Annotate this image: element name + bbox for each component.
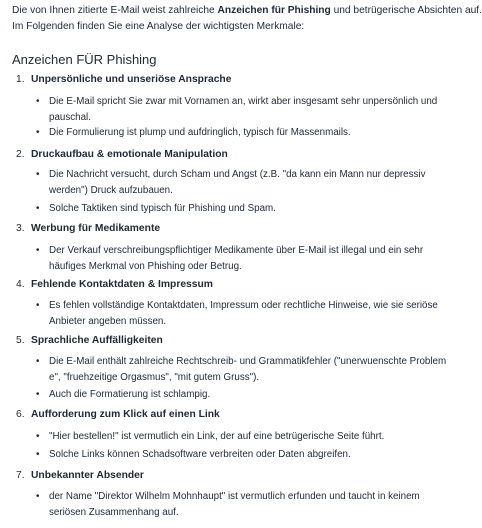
bullet-item xyxy=(36,94,456,126)
bullet-item xyxy=(36,354,456,386)
bullet-item xyxy=(36,447,456,463)
bullet-item xyxy=(36,125,456,141)
bullet-dot: • xyxy=(36,96,40,107)
bullet-item xyxy=(36,243,456,275)
bullet-text: Der Verkauf verschreibungspflichtiger Medikamente über E-Mail ist illegal und ein sehr häufiges Merkmal von Phishing oder Betrug. xyxy=(49,245,424,272)
bullet-text: Die E-Mail enthält zahlreiche Rechtschreib- und Grammatikfehler ("unerwuenschte Problem e", "fruehzeitige Orgasmus", "mit gutem Gruss"). xyxy=(49,356,447,383)
bullet-text: Die Formulierung ist plump und aufdringlich, typisch für Massenmails. xyxy=(49,127,351,138)
item-number: 7. xyxy=(16,470,25,481)
item-title-text: Werbung für Medikamente xyxy=(31,223,161,234)
bullet-dot: • xyxy=(36,389,40,400)
bullet-item xyxy=(36,167,456,199)
bullet-text: Die Nachricht versucht, durch Scham und Angst (z.B. "da kann ein Mann nur depressiv werden") Druck aufzubauen. xyxy=(49,169,426,196)
item-title xyxy=(16,147,228,163)
bullet-dot: • xyxy=(36,245,40,256)
bullet-dot: • xyxy=(36,449,40,460)
bullet-dot: • xyxy=(36,300,40,311)
bullet-item xyxy=(36,201,456,217)
item-title xyxy=(16,221,160,237)
intro-text-1: Die von Ihnen zitierte E-Mail weist zahlreiche xyxy=(12,5,218,16)
bullet-text: der Name "Direktor Wilhelm Mohnhaupt" ist vermutlich erfunden und taucht in keinem seriösen Zusammenhang auf. xyxy=(49,491,420,518)
bullet-dot: • xyxy=(36,431,40,442)
item-number: 6. xyxy=(16,409,25,420)
bullet-dot: • xyxy=(36,203,40,214)
intro-bold-text: Anzeichen für Phishing xyxy=(217,5,331,16)
bullet-dot: • xyxy=(36,169,40,180)
item-title xyxy=(16,277,213,293)
item-title-text: Unbekannter Absender xyxy=(31,470,144,481)
item-number: 5. xyxy=(16,335,25,346)
intro-text-2: und betrügerische Absichten auf. Im Folgenden finden Sie eine Analyse der wichtigsten Merkmale: xyxy=(12,5,482,32)
bullet-text: Es fehlen vollständige Kontaktdaten, Impressum oder rechtliche Hinweise, wie sie seriöse Anbieter angeben müssen. xyxy=(49,300,438,327)
bullet-text: Solche Taktiken sind typisch für Phishing und Spam. xyxy=(49,203,276,214)
item-number: 2. xyxy=(16,149,25,160)
item-number: 1. xyxy=(16,74,25,85)
item-title-text: Unpersönliche und unseriöse Ansprache xyxy=(31,74,232,85)
bullet-dot: • xyxy=(36,127,40,138)
bullet-item xyxy=(36,489,456,521)
bullet-item xyxy=(36,429,456,445)
bullet-dot: • xyxy=(36,491,40,502)
item-title-text: Druckaufbau & emotionale Manipulation xyxy=(31,149,228,160)
item-title xyxy=(16,468,144,484)
item-number: 4. xyxy=(16,279,25,290)
item-title-text: Aufforderung zum Klick auf einen Link xyxy=(31,409,220,420)
bullet-text: Die E-Mail spricht Sie zwar mit Vornamen an, wirkt aber insgesamt sehr unpersönlich und pauschal. xyxy=(49,96,438,123)
item-title-text: Sprachliche Auffälligkeiten xyxy=(31,335,163,346)
bullet-dot: • xyxy=(36,356,40,367)
section-heading: Anzeichen FÜR Phishing xyxy=(12,52,157,67)
bullet-item xyxy=(36,387,456,403)
bullet-text: Solche Links können Schadsoftware verbreiten oder Daten abgreifen. xyxy=(49,449,351,460)
bullet-item xyxy=(36,298,456,330)
item-title xyxy=(16,72,231,88)
item-number: 3. xyxy=(16,223,25,234)
item-title xyxy=(16,407,220,423)
item-title-text: Fehlende Kontaktdaten & Impressum xyxy=(31,279,213,290)
bullet-text: "Hier bestellen!" ist vermutlich ein Link, der auf eine betrügerische Seite führt. xyxy=(49,431,385,442)
item-title xyxy=(16,333,163,349)
intro-paragraph xyxy=(12,3,482,35)
bullet-text: Auch die Formatierung ist schlampig. xyxy=(49,389,211,400)
